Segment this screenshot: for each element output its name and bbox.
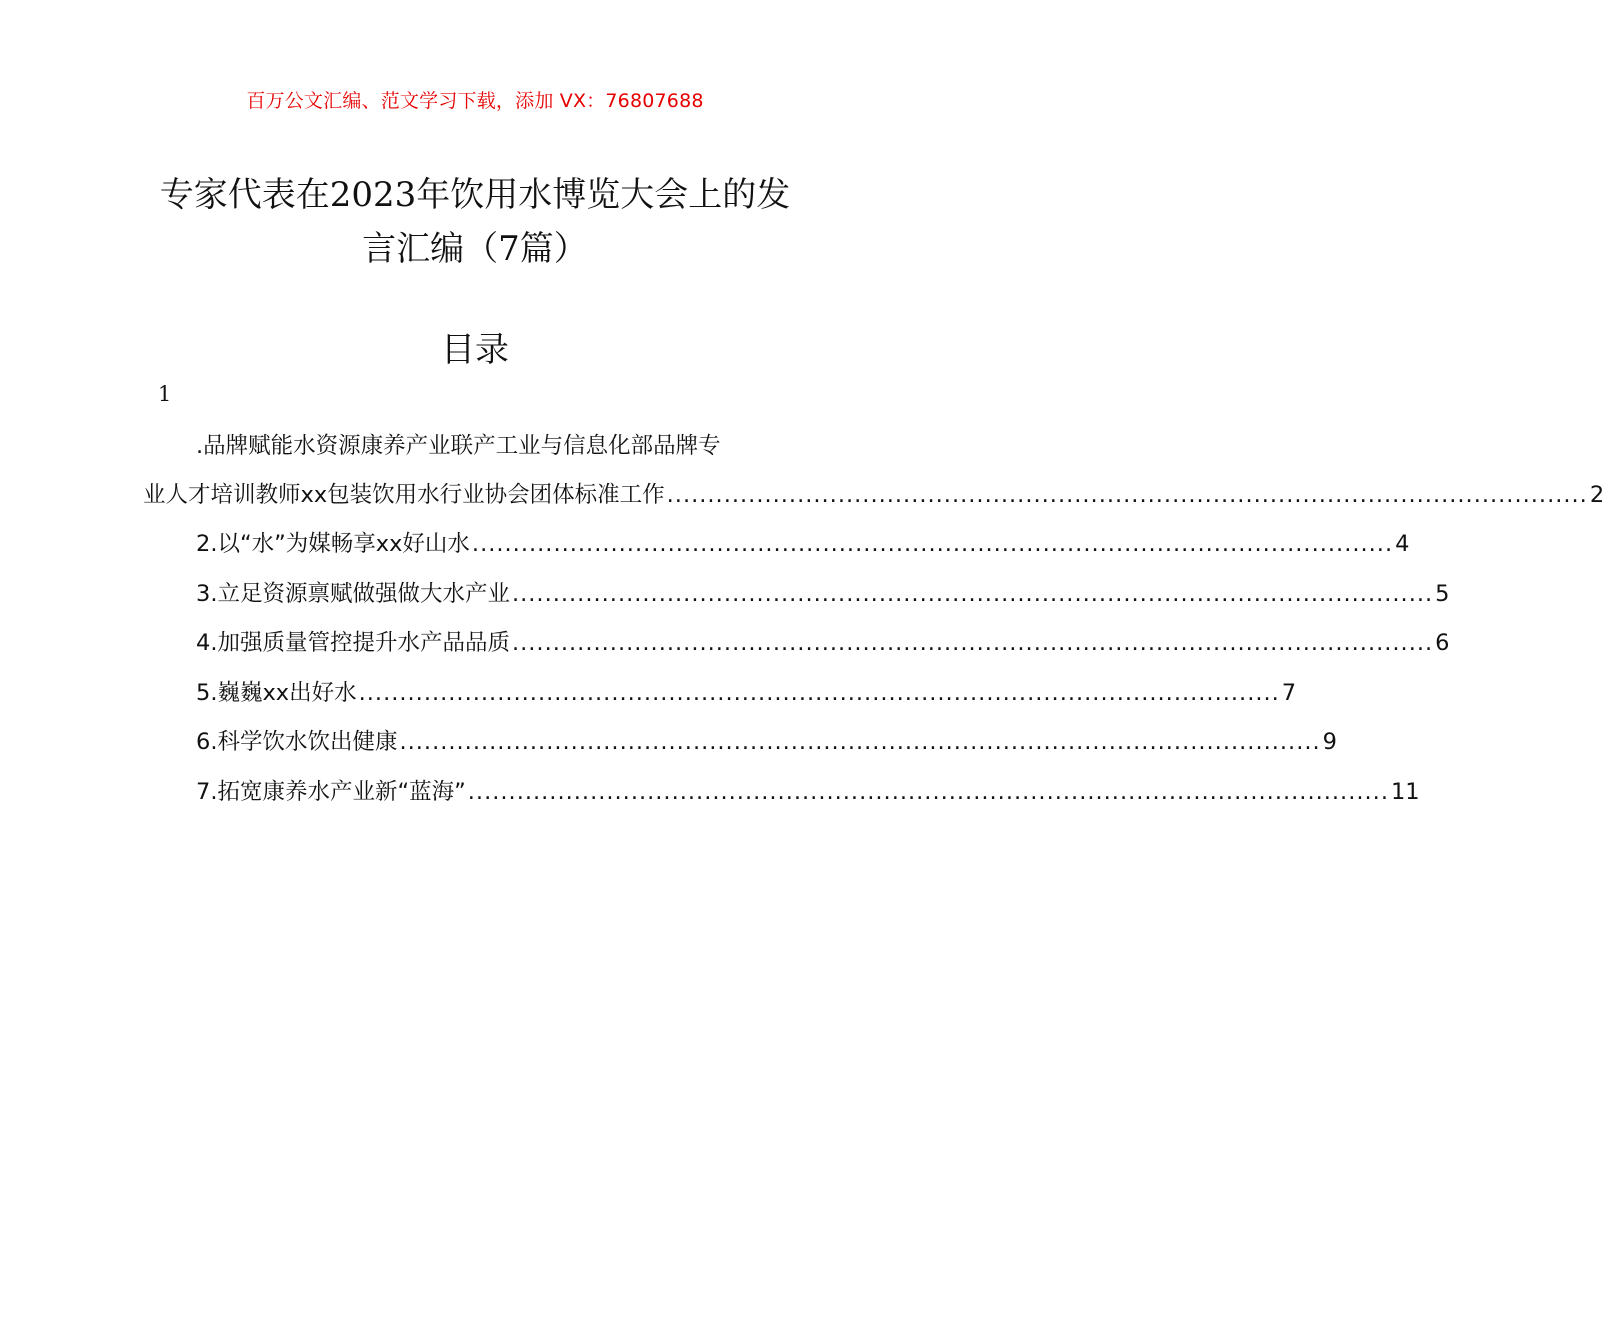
toc-leader-dots: ................................................................................................................. bbox=[471, 531, 1394, 557]
document-title-line-2: 言汇编（7篇） bbox=[362, 229, 588, 269]
toc-entry-label: 6.科学饮水饮出健康 bbox=[196, 729, 398, 755]
toc-leader-dots: ................................................................................................................. bbox=[467, 779, 1389, 805]
toc-leader-dots: ................................................................................................................. bbox=[399, 729, 1321, 755]
toc-entry-page: 11 bbox=[1390, 779, 1420, 805]
toc-entry-6[interactable] bbox=[196, 724, 1337, 756]
toc-entry-4[interactable] bbox=[196, 625, 1450, 657]
document-title bbox=[120, 168, 830, 276]
toc-leader-dots: ................................................................................................................. bbox=[511, 581, 1434, 607]
header-watermark-note: 百万公文汇编、范文学习下载，添加 VX：76807688 bbox=[246, 90, 704, 112]
document-title-line-1: 专家代表在2023年饮用水博览大会上的发 bbox=[159, 175, 791, 215]
toc-entry-2[interactable] bbox=[196, 526, 1410, 558]
toc-entry-page: 9 bbox=[1322, 729, 1337, 755]
toc-entry-page: 6 bbox=[1435, 630, 1450, 656]
toc-entry-1-page: 2 bbox=[1589, 482, 1604, 508]
toc-leader-dots: ................................................................................................................. bbox=[666, 482, 1588, 508]
toc-entry-page: 7 bbox=[1281, 680, 1297, 706]
toc-entry-page: 5 bbox=[1435, 581, 1450, 607]
toc-leader-dots: ................................................................................................................. bbox=[358, 680, 1280, 706]
toc-entry-5[interactable] bbox=[196, 675, 1297, 707]
toc-entry-7[interactable] bbox=[196, 774, 1420, 806]
toc-heading: 目录 bbox=[441, 330, 509, 370]
toc-leader-dots: ................................................................................................................. bbox=[511, 630, 1434, 656]
toc-entry-1-label-line-1: .品牌赋能水资源康养产业联产工业与信息化部品牌专 bbox=[196, 433, 721, 459]
toc-entry-label: 5.巍巍xx出好水 bbox=[196, 680, 357, 706]
toc-entry-label: 3.立足资源禀赋做强做大水产业 bbox=[196, 581, 510, 607]
toc-entry-label: 4.加强质量管控提升水产品品质 bbox=[196, 630, 510, 656]
toc-entry-1-line-2[interactable] bbox=[143, 477, 1604, 509]
toc-stray-number: 1 bbox=[158, 382, 172, 406]
toc-entry-3[interactable] bbox=[196, 576, 1450, 608]
toc-entry-label: 7.拓宽康养水产业新“蓝海” bbox=[196, 779, 466, 805]
toc-entry-page: 4 bbox=[1395, 531, 1410, 557]
toc-entry-label: 2.以“水”为媒畅享xx好山水 bbox=[196, 531, 470, 557]
toc-entry-1-line-1[interactable] bbox=[196, 428, 806, 460]
toc-entry-1-label-line-2: 业人才培训教师xx包装饮用水行业协会团体标准工作 bbox=[143, 482, 665, 508]
